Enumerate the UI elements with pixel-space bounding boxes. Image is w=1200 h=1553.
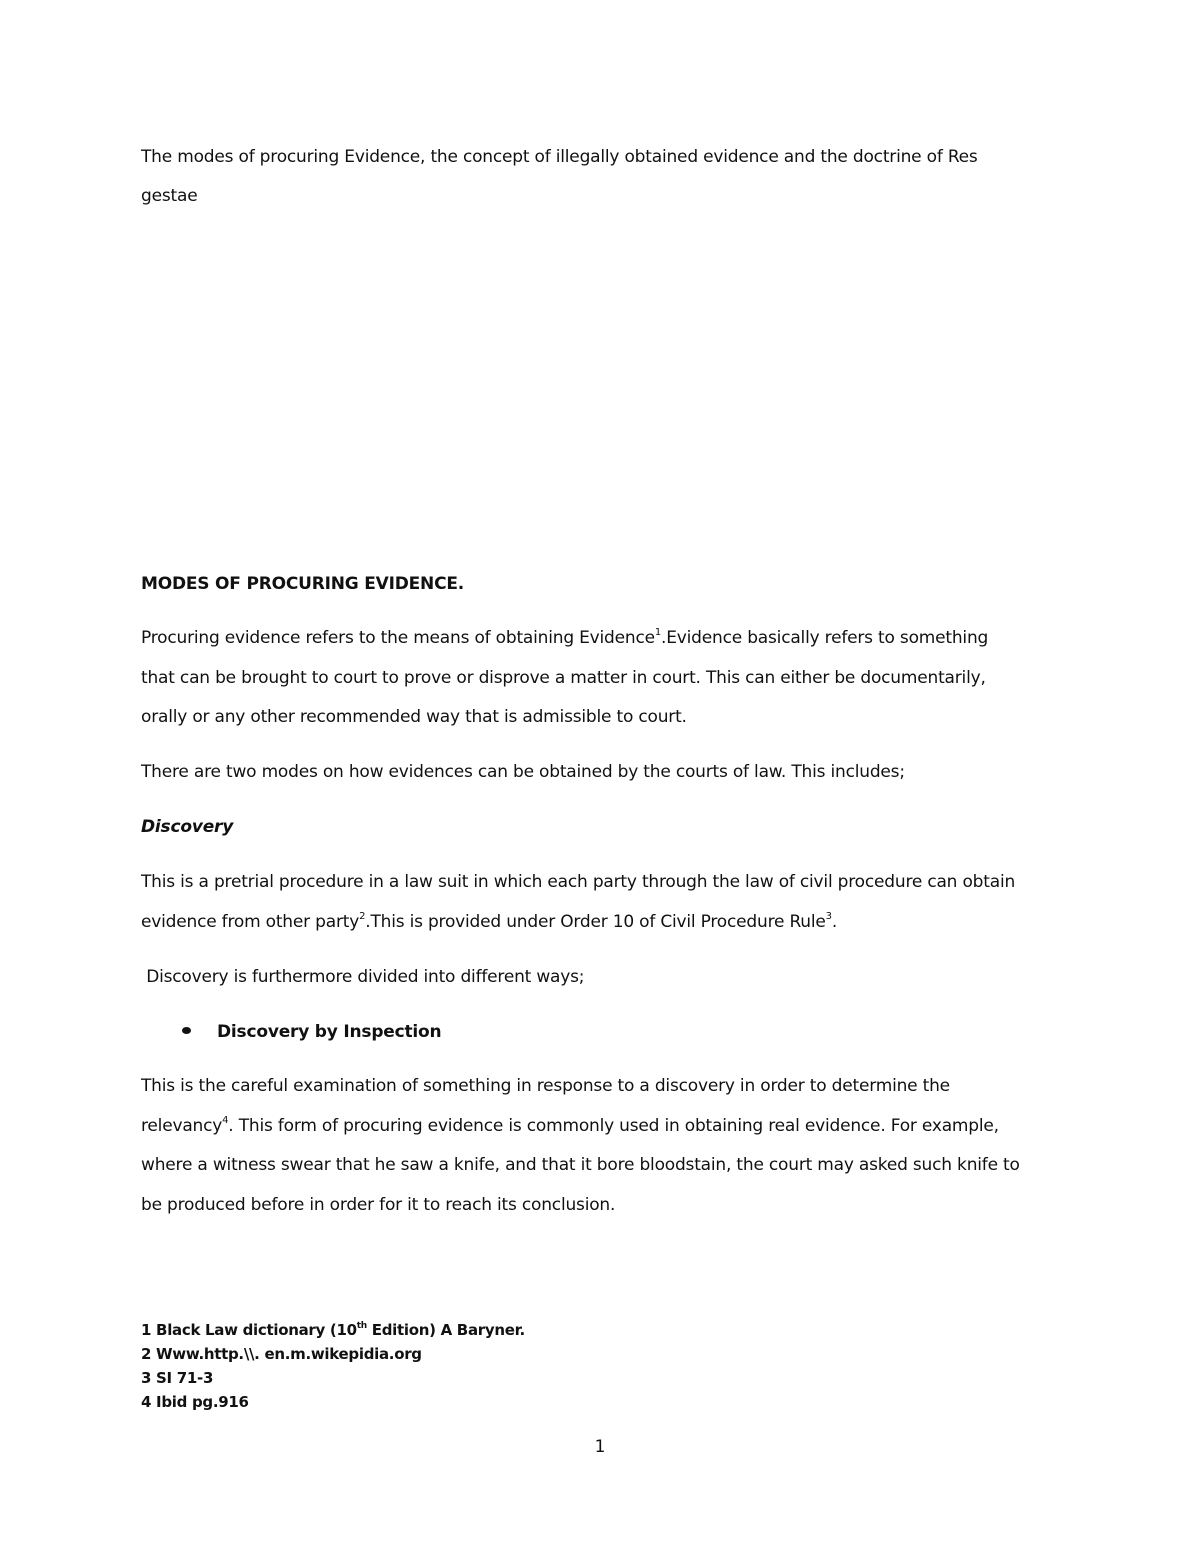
footnote-3: 3 SI 71-3 [141,1369,214,1387]
title-line-1: The modes of procuring Evidence, the concept of illegally obtained evidence and the doctrine of Res [141,147,978,167]
footnote-ref-3: 3 [825,911,832,922]
paragraph-1-line-2: that can be brought to court to prove or disprove a matter in court. This can either be documentarily, [141,668,986,688]
footnote-ref-4: 4 [222,1115,229,1126]
footnote-ref-1: 1 [654,627,662,638]
paragraph-5-line-1: This is the careful examination of something in response to a discovery in order to determine the [141,1076,950,1096]
footnote-2: 2 Www.http.\\. en.m.wikepidia.org [141,1345,422,1363]
footnote-ref-2: 2 [359,911,366,922]
title-line-2: gestae [141,186,198,206]
paragraph-3-line-1: This is a pretrial procedure in a law suit in which each party through the law of civil procedure can obtain [141,872,1016,892]
subheading-discovery: Discovery [141,817,234,837]
footnote-4: 4 Ibid pg.916 [141,1393,249,1411]
bullet-icon [182,1027,191,1034]
paragraph-4: Discovery is furthermore divided into different ways; [141,967,585,987]
paragraph-2: There are two modes on how evidences can be obtained by the courts of law. This includes; [141,762,905,782]
paragraph-3-line-2: evidence from other party$^2$.This is provided under Order 10 of Civil Procedure Rule$^3$. [141,911,838,932]
page-number: 1 [594,1437,606,1457]
section-heading: MODES OF PROCURING EVIDENCE. [141,574,465,594]
paragraph-1-line-3: orally or any other recommended way that is admissible to court. [141,707,687,727]
paragraph-5-line-2: relevancy$^4$. This form of procuring evidence is commonly used in obtaining real evidence. For example, [141,1115,999,1136]
footnote-1: 1 Black Law dictionary (10th Edition) A Baryner. [141,1321,525,1339]
paragraph-1-line-1: Procuring evidence refers to the means of obtaining Evidence$^1$.Evidence basically refers to something [141,627,989,648]
bullet-item-discovery-by-inspection: Discovery by Inspection [217,1022,442,1042]
paragraph-5-line-4: be produced before in order for it to reach its conclusion. [141,1195,616,1215]
paragraph-5-line-3: where a witness swear that he saw a knife, and that it bore bloodstain, the court may asked such knife to [141,1155,1020,1175]
